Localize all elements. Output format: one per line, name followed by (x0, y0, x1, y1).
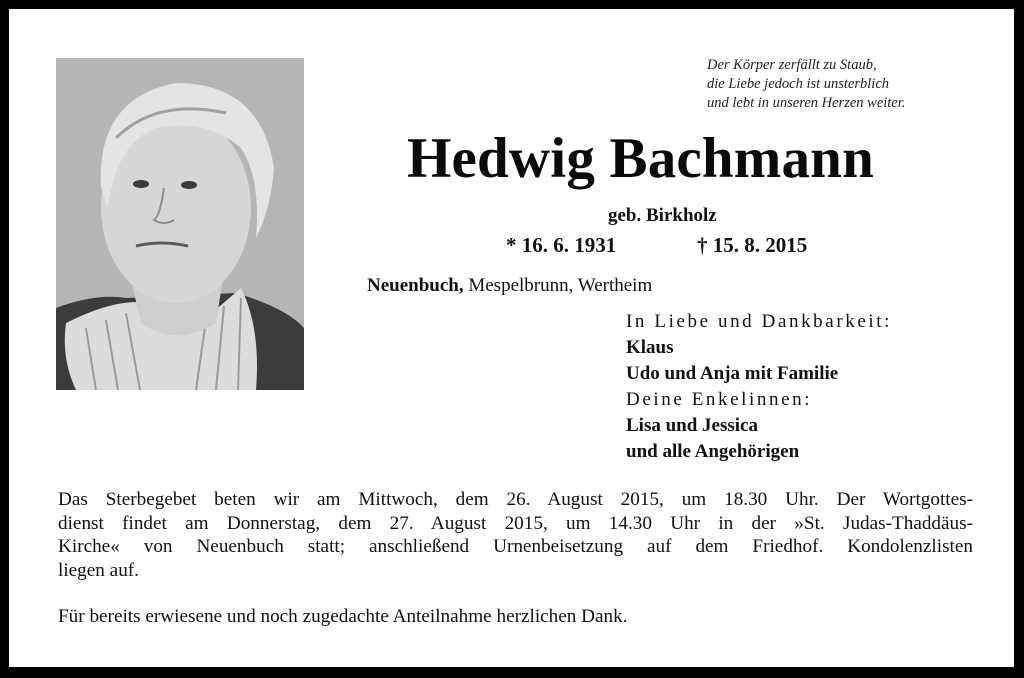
quote-line: und lebt in unseren Herzen weiter. (707, 95, 906, 111)
deceased-name: Hedwig Bachmann (407, 127, 874, 190)
service-line: dienst findet am Donnerstag, dem 27. August 2015, um 14.30 Uhr in der »St. Judas-Thaddäus- (58, 512, 973, 534)
service-line: liegen auf. (58, 559, 139, 581)
portrait-photo-icon (56, 58, 304, 390)
mourner: Klaus (626, 337, 674, 358)
places (367, 273, 652, 299)
mourner: Udo und Anja mit Familie (626, 363, 839, 384)
service-line: Kirche« von Neuenbuch statt; anschließend Urnenbeisetzung auf dem Friedhof. Kondolenzlisten (58, 536, 973, 557)
thanks-text: Für bereits erwiesene und noch zugedachte Anteilnahme herzlichen Dank. (58, 606, 628, 627)
maiden-name: geb. Birkholz (608, 205, 717, 226)
portrait-photo (56, 58, 304, 390)
obituary-notice (9, 9, 1014, 667)
memorial-quote (707, 56, 905, 113)
mourners-list (626, 309, 892, 465)
quote-line: Der Körper zerfällt zu Staub, (707, 57, 877, 73)
grandchildren: Lisa und Jessica (626, 415, 758, 436)
quote-line: die Liebe jedoch ist unsterblich (707, 76, 890, 92)
service-details (58, 488, 973, 582)
place-primary: Neuenbuch, (367, 275, 464, 296)
service-line: Das Sterbegebet beten wir am Mittwoch, dem 26. August 2015, um 18.30 Uhr. Der Wortgottes- (58, 489, 973, 510)
death-date: † 15. 8. 2015 (697, 233, 808, 257)
place-others: Mespelbrunn, Wertheim (463, 275, 653, 296)
mourners-closing: und alle Angehörigen (626, 441, 800, 462)
grandchildren-heading: Deine Enkelinnen: (626, 389, 813, 410)
birth-date: * 16. 6. 1931 (506, 233, 617, 257)
mourners-heading: In Liebe und Dankbarkeit: (626, 311, 893, 332)
